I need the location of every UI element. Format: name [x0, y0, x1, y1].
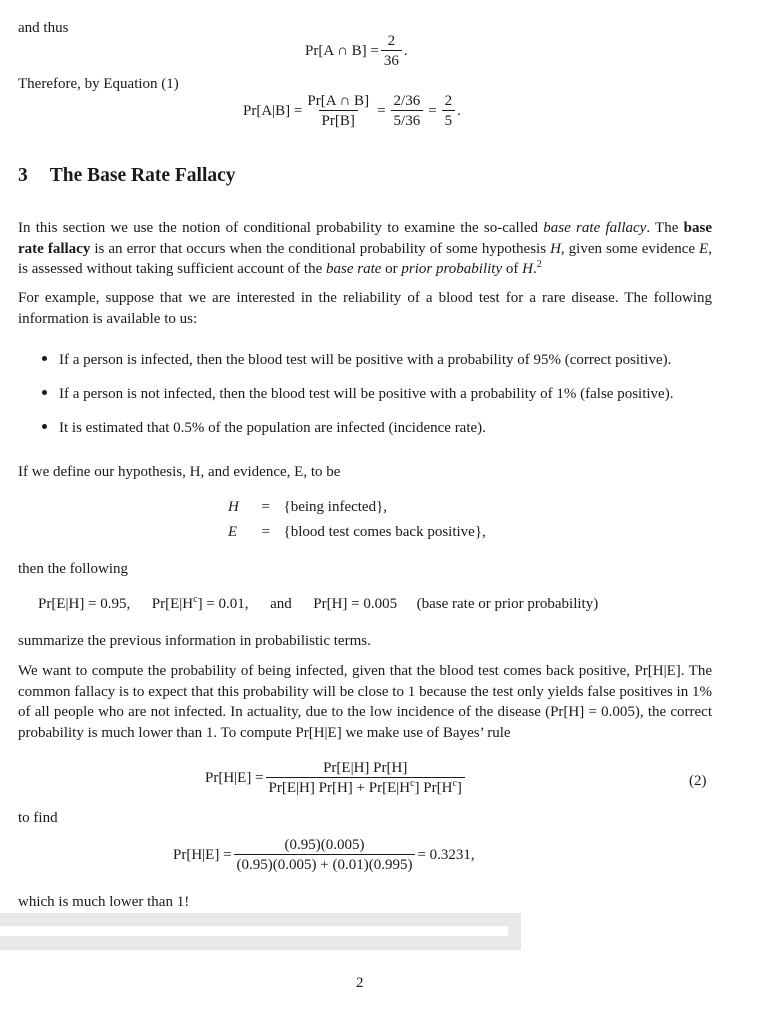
footnote-marker[interactable]: 2: [536, 259, 542, 270]
fraction: [234, 836, 416, 875]
eq-b-lhs: Pr[A|B] =: [243, 103, 303, 120]
numerator: (0.95)(0.005): [284, 837, 365, 853]
section-number: 3: [18, 165, 28, 186]
scrollbar-gap: [0, 926, 508, 936]
fraction: [381, 32, 402, 71]
paragraph-example: For example, suppose that we are interested in the reliability of a blood test for a rare disease. The following information is available to us:: [18, 290, 712, 327]
numerator: Pr[A ∩ B]: [307, 93, 370, 109]
list-item: If a person is not infected, then the blood test will be positive with a probability of 1% (false positive).: [42, 384, 722, 405]
eq-a-end: .: [403, 43, 408, 60]
text-and-thus: and thus: [18, 20, 69, 36]
section-heading: [18, 166, 236, 187]
text-to-find: to find: [18, 810, 58, 826]
equation-result: Pr[H|E] = $\frac{(0.95)(0.005)}{(0.95)(0.005) + (0.01)(0.995)}$ = 0.3231,: [173, 837, 475, 873]
text-closing: which is much lower than 1!: [18, 894, 190, 910]
definition-h: H = {being infected},: [228, 499, 388, 515]
paragraph-intro: In this section we use the notion of conditional probability to examine the so-called base rate fallacy. The base rate fallacy is an error that occurs when the conditional probability of some hypothesis H, given some evidence E, is assessed without taking sufficient account of the base rate or prior probability of H.$^2$: [18, 220, 712, 277]
scrollbar-track[interactable]: [0, 913, 521, 950]
eq-a-lhs: Pr[A ∩ B] =: [305, 43, 379, 60]
numerator: Pr[E|H] Pr[H]: [323, 760, 408, 776]
equation-conditional: Pr[A|B] = $\frac{Pr[A \cap B]}{Pr[B]}$ = $\frac{2/36}{5/36}$ = $\frac{2}{5}$ .: [243, 93, 461, 129]
fraction: [304, 92, 372, 131]
paragraph-computation: We want to compute the probability of being infected, given that the blood test comes back positive, Pr[H|E]. The common fallacy is to expect that this probability will be close to 1 because the test only yields false positives in 1% of all people who are not infected. In actuality, due to the low incidence of the disease (Pr[H] = 0.005), the correct probability is much lower than 1. To compute Pr[H|E] we make use of Bayes’ rule: [18, 663, 712, 741]
fraction: [391, 92, 424, 131]
denominator: 5/36: [391, 110, 424, 131]
numerator: 2: [444, 93, 453, 109]
list-item: If a person is infected, then the blood test will be positive with a probability of 95% (correct positive).: [42, 350, 722, 371]
page-number: 2: [356, 975, 364, 991]
term-bold-base-rate-fallacy: base rate fallacy: [18, 220, 712, 257]
equation-intersection: [305, 32, 408, 71]
list-item: It is estimated that 0.5% of the population are infected (incidence rate).: [42, 418, 722, 439]
text-then: then the following: [18, 561, 128, 577]
denominator: 36: [381, 50, 402, 71]
eq-b-end: .: [457, 103, 461, 120]
text-summarize: summarize the previous information in probabilistic terms.: [18, 633, 371, 649]
section-title: The Base Rate Fallacy: [49, 165, 236, 186]
term-base-rate-fallacy: base rate fallacy: [543, 220, 647, 236]
denominator: Pr[B]: [319, 110, 358, 131]
text-therefore: Therefore, by Equation (1): [18, 76, 179, 92]
denominator: Pr[E|H] $Pr[H] + Pr[E|H^c]$ $Pr[H^c]$: [266, 777, 465, 798]
term-prior-probability: prior probability: [401, 261, 503, 277]
numerator: 2/36: [393, 93, 421, 109]
equation-bayes: Pr[H|E] = $\frac{Pr[E|H] Pr[H]}{Pr[E|H] Pr[H] + Pr[E|H^c] Pr[H^c]}$: [205, 759, 467, 798]
numerator: 2: [387, 33, 396, 49]
probability-line: Pr[E|H] = 0.95, $Pr[E|H^c] = 0.01$, and Pr[H] = 0.005 (base rate or prior probability): [38, 594, 599, 612]
term-base-rate: base rate: [326, 261, 382, 277]
denominator: 5: [442, 110, 456, 131]
fraction: [442, 92, 456, 131]
equation-label: (2): [689, 773, 707, 789]
fraction: [266, 759, 465, 798]
definition-e: E = {blood test comes back positive},: [228, 524, 486, 540]
denominator: (0.95)(0.005) + (0.01)(0.995): [234, 854, 416, 875]
text-define: If we define our hypothesis, H, and evidence, E, to be: [18, 464, 341, 480]
